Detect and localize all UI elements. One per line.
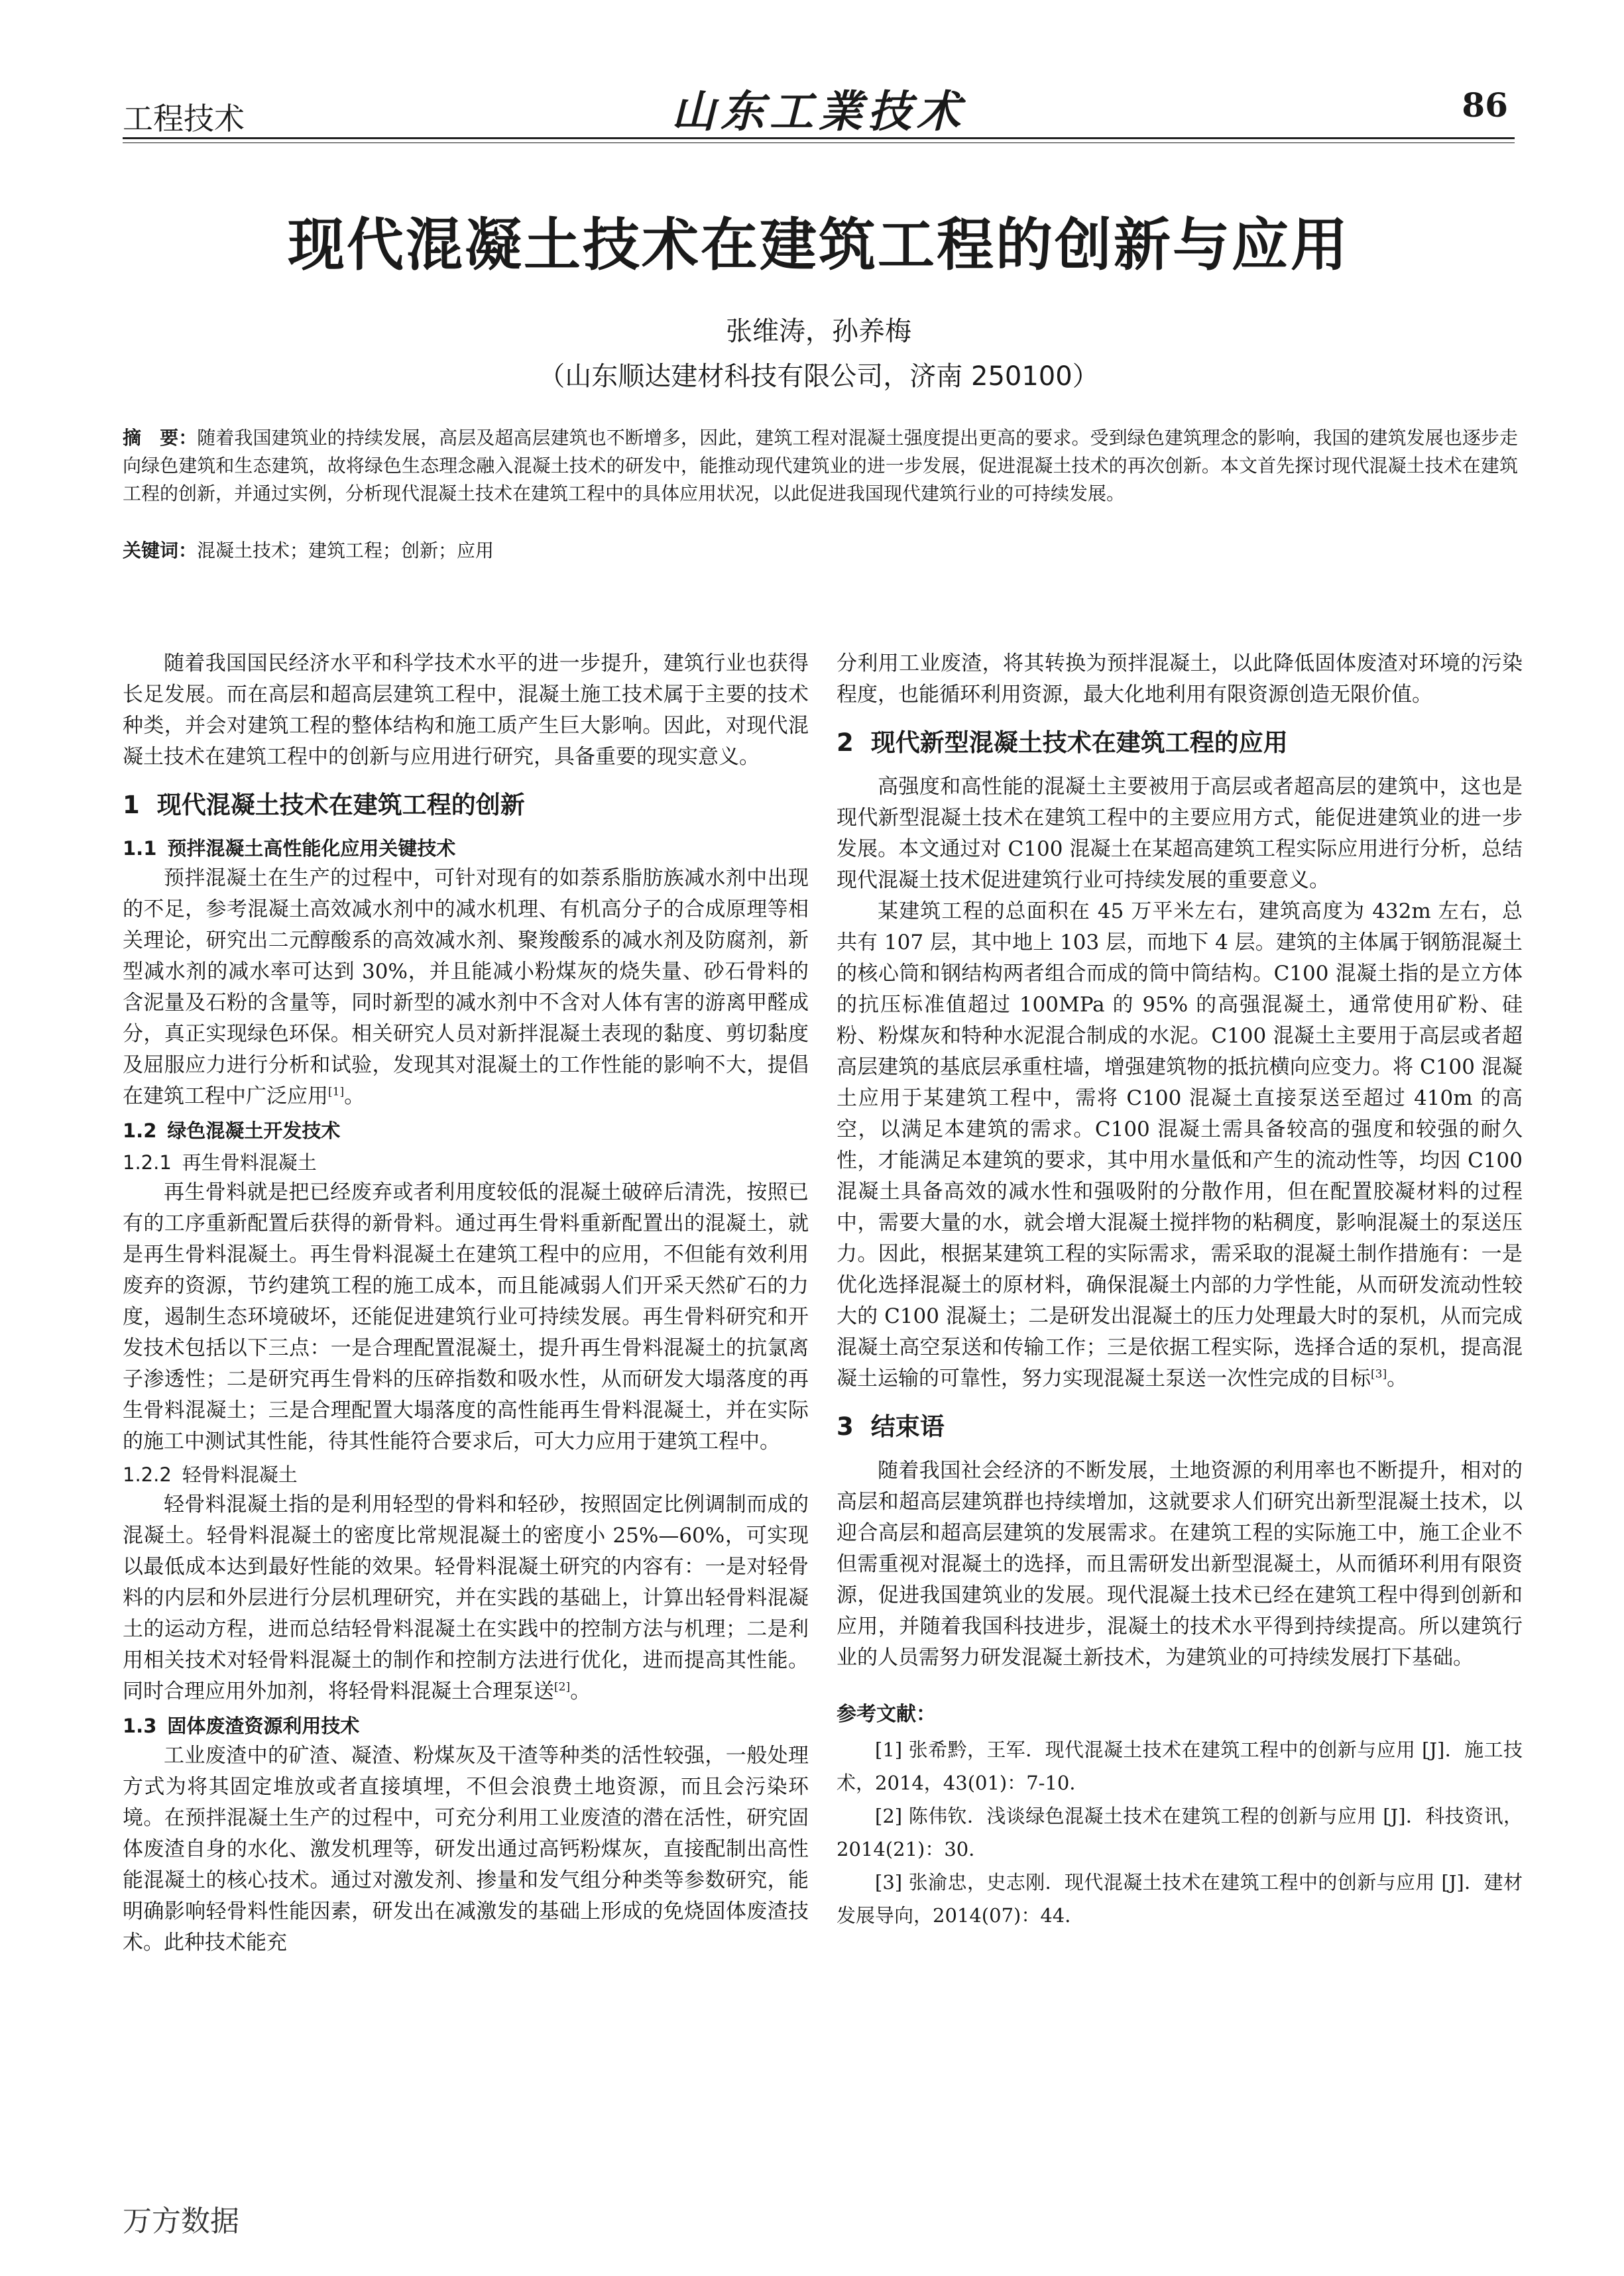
section-1-2-heading	[123, 1116, 809, 1145]
section-1-1-heading	[123, 834, 809, 863]
left-column	[123, 648, 809, 1959]
citation: [3]	[1371, 1367, 1387, 1381]
section-label: 工程技术	[123, 101, 245, 137]
keywords	[123, 537, 1515, 565]
section-1-2-2-paragraph	[123, 1489, 809, 1707]
paragraph-text: 某建筑工程的总面积在 45 万平米左右，建筑高度为 432m 左右，总共有 107 层，其中地上 103 层，而地下 4 层。建筑的主体属于钢筋混凝土的核心筒和钢结构两者组合而成的筒中筒结构。C100 混凝土指的是立方体的抗压标准值超过 100MPa 的 95% 的高强混凝土，通常使用矿粉、硅粉、粉煤灰和特种水泥混合制成的水泥。C100 混凝土主要用于高层或者超高层建筑的基底层承重柱墙，增强建筑物的抵抗横向应变力。将 C100 混凝土应用于某建筑工程中，需将 C100 混凝土直接泵送至超过 410m 的高空，以满足本建筑的需求。C100 混凝土需具备较高的强度和较强的耐久性，才能满足本建筑的要求，其中用水量低和产生的流动性等，均因 C100 混凝土具备高效的减水性和强吸附的分散作用，但在配置胶凝材料的过程中，需要大量的水，就会增大混凝土搅拌物的粘稠度，影响混凝土的泵送压力。因此，根据某建筑工程的实际需求，需采取的混凝土制作措施有：一是优化选择混凝土的原材料，确保混凝土内部的力学性能，从而研发流动性较大的 C100 混凝土；二是研发出混凝土的压力处理最大时的泵机，从而完成混凝土高空泵送和传输工作；三是依据工程实际，选择合适的泵机，提高混凝土运输的可靠性，努力实现混凝土泵送一次性完成的目标	[837, 899, 1523, 1391]
section-title: 再生骨料混凝土	[182, 1151, 317, 1174]
section-number: 2	[837, 728, 854, 757]
paragraph-text: 轻骨料混凝土指的是利用轻型的骨料和轻砂，按照固定比例调制而成的混凝土。轻骨料混凝土的密度比常规混凝土的密度小 25%—60%，可实现以最低成本达到最好性能的效果。轻骨料混凝土研究的内容有：一是对轻骨料的内层和外层进行分层机理研究，并在实践的基础上，计算出轻骨料混凝土的运动方程，进而总结轻骨料混凝土在实践中的控制方法与机理；二是利用相关技术对轻骨料混凝土的制作和控制方法进行优化，进而提高其性能。同时合理应用外加剂，将轻骨料混凝土合理泵送	[123, 1493, 809, 1703]
abstract	[123, 424, 1518, 508]
section-number: 3	[837, 1412, 854, 1441]
section-1-2-1-paragraph: 再生骨料就是把已经废弃或者利用度较低的混凝土破碎后清洗，按照已有的工序重新配置后获得的新骨料。通过再生骨料重新配置出的混凝土，就是再生骨料混凝土。再生骨料混凝土在建筑工程中的应用，不但能有效利用废弃的资源，节约建筑工程的施工成本，而且能减弱人们开采天然矿石的力度，遏制生态环境破坏，还能促进建筑行业可持续发展。再生骨料研究和开发技术包括以下三点：一是合理配置混凝土，提升再生骨料混凝土的抗氯离子渗透性；二是研究再生骨料的压碎指数和吸水性，从而研发大塌落度的再生骨料混凝土；三是合理配置大塌落度的高性能再生骨料混凝土，并在实际的施工中测试其性能，待其性能符合要求后，可大力应用于建筑工程中。	[123, 1180, 809, 1453]
citation: [1]	[328, 1085, 345, 1099]
section-title: 固体废渣资源利用技术	[167, 1715, 360, 1737]
section-number: 1.2	[123, 1119, 157, 1142]
journal-name: 山东工業技术	[671, 85, 966, 137]
section-1-2-2-heading	[123, 1460, 809, 1489]
reference-item: [1] 张希黔，王军．现代混凝土技术在建筑工程中的创新与应用 [J]．施工技术，2014，43(01)：7-10．	[837, 1738, 1523, 1794]
intro-paragraph: 随着我国国民经济水平和科学技术水平的进一步提升，建筑行业也获得长足发展。而在高层和超高层建筑工程中，混凝土施工技术属于主要的技术种类，并会对建筑工程的整体结构和施工质产生巨大影响。因此，对现代混凝土技术在建筑工程中的创新与应用进行研究，具备重要的现实意义。	[123, 652, 809, 769]
paper-title: 现代混凝土技术在建筑工程的创新与应用	[288, 212, 1350, 278]
page-header	[123, 76, 1515, 142]
section-number: 1.1	[123, 837, 157, 860]
section-2-paragraph-1: 高强度和高性能的混凝土主要被用于高层或者超高层的建筑中，这也是现代新型混凝土技术在建筑工程中的主要应用方式，能促进建筑业的进一步发展。本文通过对 C100 混凝土在某超高建筑工程实际应用进行分析，总结现代混凝土技术促进建筑行业可持续发展的重要意义。	[837, 775, 1523, 892]
section-1-2-1-heading	[123, 1148, 809, 1177]
section-2-heading	[837, 726, 1523, 760]
punct: 。	[1387, 1367, 1408, 1391]
section-3-heading	[837, 1410, 1523, 1444]
page-number: 86	[1462, 85, 1508, 125]
keywords-label: 关键词：	[123, 540, 198, 561]
section-title: 现代混凝土技术在建筑工程的创新	[156, 791, 525, 819]
section-1-1-paragraph	[123, 863, 809, 1112]
abstract-text: 随着我国建筑业的持续发展，高层及超高层建筑也不断增多，因此，建筑工程对混凝土强度提出更高的要求。受到绿色建筑理念的影响，我国的建筑发展也逐步走向绿色建筑和生态建筑，故将绿色生态理念融入混凝土技术的研发中，能推动现代建筑业的进一步发展，促进混凝土技术的再次创新。本文首先探讨现代混凝土技术在建筑工程的创新，并通过实例，分析现代混凝土技术在建筑工程中的具体应用状况，以此促进我国现代建筑行业的可持续发展。	[123, 427, 1518, 504]
section-title: 绿色混凝土开发技术	[167, 1119, 341, 1142]
reference-item: [3] 张渝忠，史志刚．现代混凝土技术在建筑工程中的创新与应用 [J]．建材发展导向，2014(07)：44．	[837, 1871, 1523, 1927]
section-number: 1	[123, 791, 140, 819]
section-title: 预拌混凝土高性能化应用关键技术	[167, 837, 456, 860]
section-title: 现代新型混凝土技术在建筑工程的应用	[870, 728, 1288, 757]
paragraph-text: 预拌混凝土在生产的过程中，可针对现有的如萘系脂肪族减水剂中出现的不足，参考混凝土高效减水剂中的减水机理、有机高分子的合成原理等相关理论，研究出二元醇酸系的高效减水剂、聚羧酸系的减水剂及防腐剂，新型减水剂的减水率可达到 30%，并且能减小粉煤灰的烧失量、砂石骨料的含泥量及石粉的含量等，同时新型的减水剂中不含对人体有害的游离甲醛成分，真正实现绿色环保。相关研究人员对新拌混凝土表现的黏度、剪切黏度及屈服应力进行分析和试验，发现其对混凝土的工作性能的影响不大，提倡在建筑工程中广泛应用	[123, 866, 809, 1108]
section-number: 1.2.2	[123, 1463, 172, 1486]
reference-item: [2] 陈伟钦．浅谈绿色混凝土技术在建筑工程的创新与应用 [J]．科技资讯，2014(21)：30．	[837, 1805, 1523, 1860]
affiliation: （山东顺达建材科技有限公司，济南 250100）	[538, 361, 1099, 392]
keywords-text: 混凝土技术；建筑工程；创新；应用	[197, 540, 494, 561]
section-number: 1.3	[123, 1715, 157, 1737]
continued-paragraph: 分利用工业废渣，将其转换为预拌混凝土，以此降低固体废渣对环境的污染程度，也能循环利用资源，最大化地利用有限资源创造无限价值。	[837, 652, 1523, 707]
abstract-label: 摘 要：	[123, 427, 198, 449]
section-1-3-paragraph: 工业废渣中的矿渣、凝渣、粉煤灰及干渣等种类的活性较强，一般处理方式为将其固定堆放或者直接填埋，不但会浪费土地资源，而且会污染环境。在预拌混凝土生产的过程中，可充分利用工业废渣的潜在活性，研究固体废渣自身的水化、激发机理等，研发出通过高钙粉煤灰，直接配制出高性能混凝土的核心技术。通过对激发剂、掺量和发气组分种类等参数研究，能明确影响轻骨料性能因素，研发出在减激发的基础上形成的免烧固体废渣技术。此种技术能充	[123, 1744, 809, 1955]
right-column	[837, 648, 1523, 1932]
authors: 张维涛，孙养梅	[726, 316, 911, 347]
section-number: 1.2.1	[123, 1151, 172, 1174]
header-rule-thin	[123, 142, 1515, 143]
citation: [2]	[554, 1680, 571, 1694]
section-1-heading	[123, 789, 809, 822]
section-title: 结束语	[870, 1412, 945, 1441]
header-rule	[123, 137, 1515, 139]
references-heading: 参考文献：	[837, 1703, 936, 1726]
punct: 。	[344, 1084, 365, 1108]
punct: 。	[570, 1679, 591, 1703]
section-1-3-heading	[123, 1711, 809, 1740]
section-title: 轻骨料混凝土	[182, 1463, 298, 1486]
footer-watermark: 万方数据	[123, 2204, 239, 2238]
section-3-paragraph: 随着我国社会经济的不断发展，土地资源的利用率也不断提升，相对的高层和超高层建筑群也持续增加，这就要求人们研究出新型混凝土技术，以迎合高层和超高层建筑的发展需求。在建筑工程的实际施工中，施工企业不但需重视对混凝土的选择，而且需研发出新型混凝土，从而循环利用有限资源，促进我国建筑业的发展。现代混凝土技术已经在建筑工程中得到创新和应用，并随着我国科技进步，混凝土的技术水平得到持续提高。所以建筑行业的人员需努力研发混凝土新技术，为建筑业的可持续发展打下基础。	[837, 1459, 1523, 1670]
section-2-paragraph-2	[837, 896, 1523, 1394]
